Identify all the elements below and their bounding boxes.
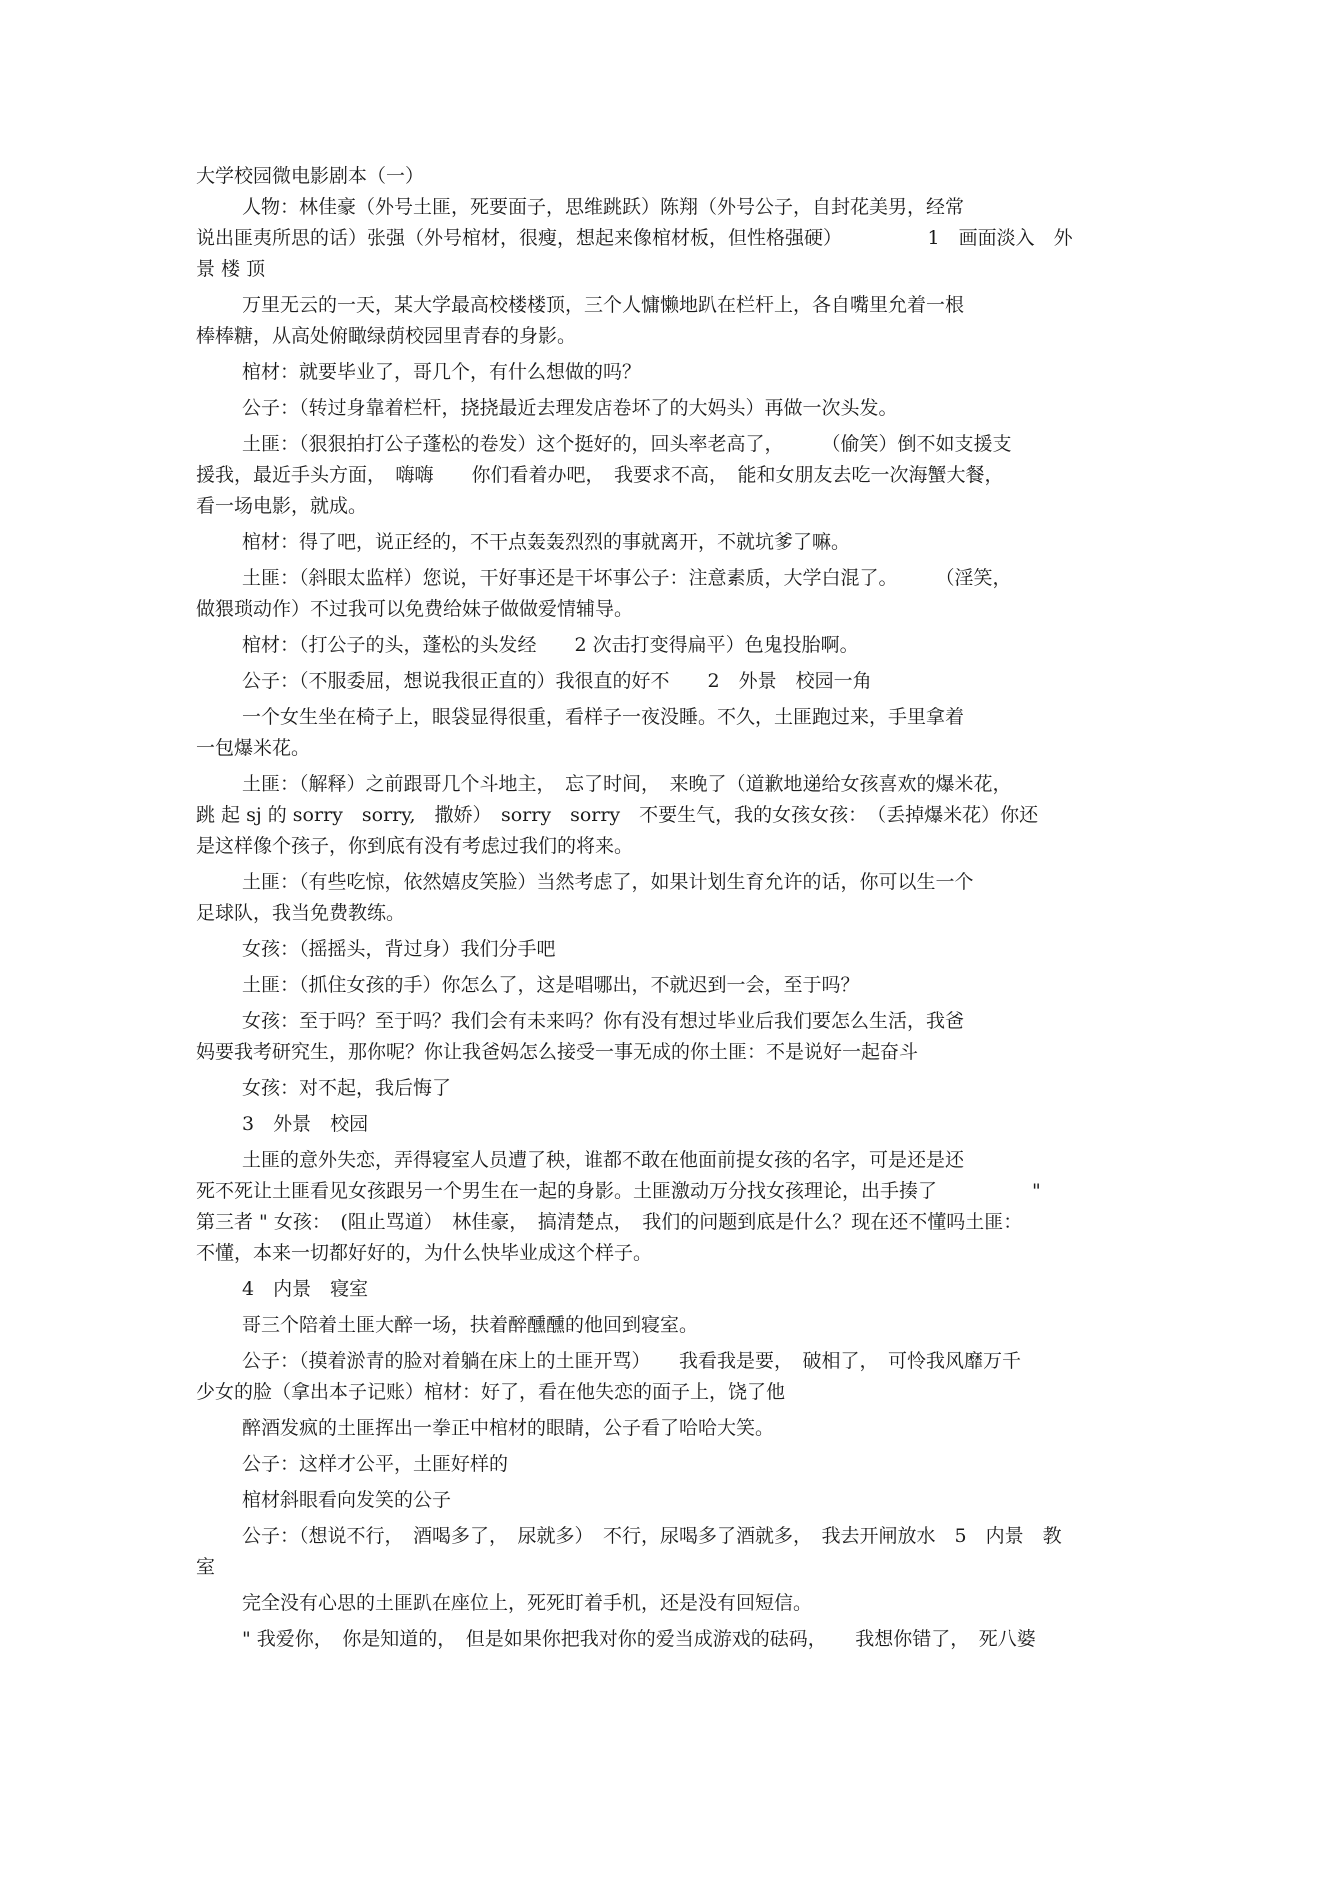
paragraph-line: 跳 起 sj 的 sorry sorry, 撒娇） sorry sorry 不要生气，我的女孩女孩： （丢掉爆米花）你还 [196, 804, 1039, 826]
script-paragraph [196, 1109, 1156, 1140]
paragraph-line: 棺材：就要毕业了，哥几个，有什么想做的吗？ [242, 361, 642, 383]
script-paragraph [196, 1346, 1156, 1408]
paragraph-line: 公子：这样才公平，土匪好样的 [242, 1453, 509, 1475]
script-paragraph [196, 1006, 1156, 1068]
document-title: 大学校园微电影剧本（一） [196, 165, 425, 187]
paragraph-line: 公子：（想说不行， 酒喝多了， 尿就多） 不行，尿喝多了酒就多， 我去开闸放水 5 内景 教 [242, 1525, 1062, 1547]
script-paragraph [196, 563, 1156, 625]
script-paragraph [196, 769, 1156, 862]
script-paragraph [196, 1274, 1156, 1305]
paragraph-line: 景 楼 顶 [196, 258, 266, 280]
paragraph-line: 完全没有心思的土匪趴在座位上，死死盯着手机，还是没有回短信。 [242, 1592, 813, 1614]
script-paragraph [196, 1624, 1156, 1655]
script-paragraphs [196, 192, 1156, 1655]
script-paragraph [196, 934, 1156, 965]
paragraph-line: 4 内景 寝室 [242, 1278, 369, 1300]
script-paragraph [196, 429, 1156, 522]
script-body [196, 161, 1156, 1660]
script-paragraph [196, 1413, 1156, 1444]
paragraph-line: 棺材：（打公子的头，蓬松的头发经 2 次击打变得扁平）色鬼投胎啊。 [242, 634, 859, 656]
script-paragraph [196, 1449, 1156, 1480]
paragraph-line: 不懂，本来一切都好好的，为什么快毕业成这个样子。 [196, 1242, 653, 1264]
paragraph-line: 棒棒糖，从高处俯瞰绿荫校园里青春的身影。 [196, 325, 577, 347]
paragraph-line: 公子：（转过身靠着栏杆，挠挠最近去理发店卷坏了的大妈头）再做一次头发。 [242, 397, 898, 419]
script-paragraph [196, 192, 1156, 285]
paragraph-line: 足球队，我当免费教练。 [196, 902, 406, 924]
paragraph-line: 土匪：（狠狠拍打公子蓬松的卷发）这个挺好的，回头率老高了， （偷笑）倒不如支援支 [242, 433, 1012, 455]
script-paragraph [196, 1485, 1156, 1516]
paragraph-line: 万里无云的一天，某大学最高校楼楼顶，三个人慵懒地趴在栏杆上，各自嘴里允着一根 [242, 294, 965, 316]
paragraph-line: 援我，最近手头方面， 嗨嗨 你们看着办吧， 我要求不高， 能和女朋友去吃一次海蟹大餐， [196, 464, 1004, 486]
script-paragraph [196, 357, 1156, 388]
script-paragraph [196, 1521, 1156, 1583]
paragraph-line: 土匪：（斜眼太监样）您说，干好事还是干坏事公子：注意素质，大学白混了。 （淫笑， [242, 567, 1012, 589]
paragraph-line: 看一场电影，就成。 [196, 495, 368, 517]
paragraph-line: 棺材斜眼看向发笑的公子 [242, 1489, 452, 1511]
paragraph-line: 女孩：至于吗？至于吗？我们会有未来吗？你有没有想过毕业后我们要怎么生活，我爸 [242, 1010, 965, 1032]
paragraph-line: 说出匪夷所思的话）张强（外号棺材，很瘦，想起来像棺材板，但性格强硬） 1 画面淡入 外 [196, 227, 1073, 249]
paragraph-line: 哥三个陪着土匪大醉一场，扶着醉醺醺的他回到寝室。 [242, 1314, 699, 1336]
script-paragraph [196, 1073, 1156, 1104]
script-paragraph [196, 867, 1156, 929]
paragraph-line: 室 [196, 1556, 216, 1578]
paragraph-line: 土匪：（有些吃惊，依然嬉皮笑脸）当然考虑了，如果计划生育允许的话，你可以生一个 [242, 871, 974, 893]
script-paragraph [196, 1588, 1156, 1619]
paragraph-line: 少女的脸（拿出本子记账）棺材：好了，看在他失恋的面子上，饶了他 [196, 1381, 786, 1403]
paragraph-line: 第三者 " 女孩： (阻止骂道） 林佳豪， 搞清楚点， 我们的问题到底是什么？现在还不懂吗土匪： [196, 1211, 1023, 1233]
paragraph-line: 公子：（摸着淤青的脸对着躺在床上的土匪开骂） 我看我是要， 破相了， 可怜我风靡万千 [242, 1350, 1022, 1372]
paragraph-line: 3 外景 校园 [242, 1113, 369, 1135]
paragraph-line: 醉酒发疯的土匪挥出一拳正中棺材的眼睛，公子看了哈哈大笑。 [242, 1417, 775, 1439]
paragraph-line: 女孩：（摇摇头，背过身）我们分手吧 [242, 938, 556, 960]
paragraph-line: 一包爆米花。 [196, 737, 311, 759]
script-paragraph [196, 970, 1156, 1001]
paragraph-line: 女孩：对不起，我后悔了 [242, 1077, 452, 1099]
paragraph-line: 做猥琐动作）不过我可以免费给妹子做做爱情辅导。 [196, 598, 634, 620]
paragraph-line: 死不死让土匪看见女孩跟另一个男生在一起的身影。土匪激动万分找女孩理论，出手揍了 " [196, 1180, 1041, 1202]
paragraph-line: 公子：（不服委屈，想说我很正直的）我很直的好不 2 外景 校园一角 [242, 670, 872, 692]
script-paragraph [196, 702, 1156, 764]
script-paragraph [196, 1145, 1156, 1269]
script-paragraph [196, 630, 1156, 661]
paragraph-line: 土匪的意外失恋，弄得寝室人员遭了秧，谁都不敢在他面前提女孩的名字，可是还是还 [242, 1149, 965, 1171]
paragraph-line: 一个女生坐在椅子上，眼袋显得很重，看样子一夜没睡。不久，土匪跑过来，手里拿着 [242, 706, 965, 728]
paragraph-line: 土匪：（解释）之前跟哥几个斗地主， 忘了时间， 来晚了（道歉地递给女孩喜欢的爆米花， [242, 773, 1012, 795]
script-paragraph [196, 666, 1156, 697]
script-paragraph [196, 290, 1156, 352]
paragraph-line: 土匪：（抓住女孩的手）你怎么了，这是唱哪出，不就迟到一会，至于吗？ [242, 974, 860, 996]
paragraph-line: 是这样像个孩子，你到底有没有考虑过我们的将来。 [196, 835, 634, 857]
script-paragraph [196, 1310, 1156, 1341]
script-paragraph [196, 527, 1156, 558]
paragraph-line: 人物：林佳豪（外号土匪，死要面子，思维跳跃）陈翔（外号公子，自封花美男，经常 [242, 196, 965, 218]
script-paragraph [196, 393, 1156, 424]
paragraph-line: 妈要我考研究生，那你呢？你让我爸妈怎么接受一事无成的你土匪：不是说好一起奋斗 [196, 1041, 919, 1063]
paragraph-line: " 我爱你， 你是知道的， 但是如果你把我对你的爱当成游戏的砝码， 我想你错了， 死八婆 [242, 1628, 1036, 1650]
paragraph-line: 棺材：得了吧，说正经的，不干点轰轰烈烈的事就离开，不就坑爹了嘛。 [242, 531, 851, 553]
